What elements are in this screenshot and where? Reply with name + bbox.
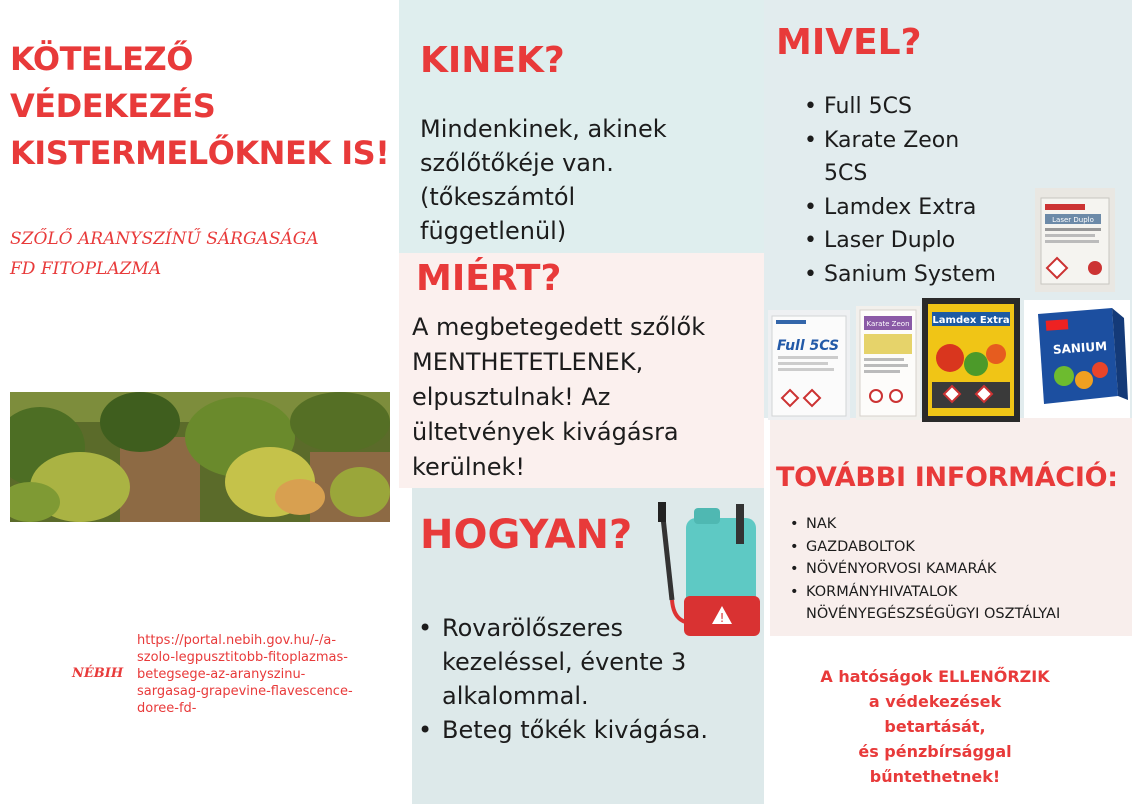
- list-item: [416, 713, 761, 747]
- laser-duplo-package: [1035, 188, 1115, 292]
- source-url-line: szolo-legpusztitobb-fitoplazmas-: [137, 650, 348, 665]
- kinek-line: szőlőtőkéje van.: [420, 149, 614, 177]
- subtitle-line: FD FITOPLAZMA: [10, 259, 162, 279]
- warning-line: bűntethetnek!: [869, 767, 1001, 786]
- full-5cs-package: [768, 310, 850, 420]
- subtitle: [10, 224, 390, 284]
- list-item: [416, 611, 761, 713]
- list-item: [806, 224, 1036, 258]
- divider-strip: [399, 488, 412, 804]
- miert-heading: MIÉRT?: [416, 258, 562, 299]
- warning-line: A hatóságok ELLENŐRZIK: [820, 667, 1050, 686]
- main-title-line: KÖTELEZŐ: [10, 40, 193, 78]
- miert-line: A megbetegedett szőlők: [412, 313, 706, 341]
- list-item: [806, 90, 1036, 124]
- hogyan-line: alkalommal.: [442, 682, 589, 710]
- lamdex-extra-package: [922, 298, 1020, 422]
- source-url-line: sargasag-grapevine-flavescence-: [137, 684, 353, 699]
- kinek-line: (tőkeszámtól: [420, 183, 576, 211]
- kinek-text: [420, 112, 750, 248]
- hogyan-line: kezeléssel, évente 3: [442, 648, 687, 676]
- list-item: [790, 581, 1125, 626]
- main-title: [10, 36, 400, 177]
- mivel-line: • Karate Zeon: [824, 127, 960, 153]
- package-label: Laser Duplo: [1052, 216, 1094, 224]
- source-url[interactable]: [137, 632, 372, 717]
- mivel-line: • Full 5CS: [824, 94, 912, 119]
- main-title-line: VÉDEKEZÉS: [10, 87, 216, 125]
- info-line: • NAK: [806, 516, 837, 532]
- list-item: [806, 124, 1036, 191]
- authority-warning: [790, 664, 1080, 789]
- kinek-heading: KINEK?: [420, 40, 565, 81]
- source-name: NÉBIH: [72, 666, 124, 681]
- hogyan-list: [416, 611, 761, 747]
- list-item: [790, 558, 1125, 581]
- info-line: • NÖVÉNYORVOSI KAMARÁK: [806, 561, 997, 577]
- mivel-heading: MIVEL?: [776, 22, 922, 63]
- warning-line: és pénzbírsággal: [858, 742, 1012, 761]
- package-label: Karate Zeon: [866, 320, 910, 328]
- list-item: [806, 258, 1036, 292]
- kinek-line: függetlenül): [420, 217, 567, 245]
- info-heading: TOVÁBBI INFORMÁCIÓ:: [776, 462, 1118, 493]
- miert-line: kerülnek!: [412, 453, 526, 481]
- svg-text:!: !: [719, 611, 725, 625]
- grapevine-photo: [10, 392, 390, 522]
- source-url-line: https://portal.nebih.gov.hu/-/a-: [137, 633, 337, 648]
- karate-zeon-package: [856, 306, 920, 420]
- mivel-list: [806, 90, 1036, 291]
- warning-line: betartását,: [884, 717, 986, 736]
- main-title-line: KISTERMELŐKNEK IS!: [10, 134, 390, 172]
- warning-line: a védekezések: [868, 692, 1002, 711]
- package-label: Lamdex Extra: [932, 315, 1010, 326]
- miert-line: elpusztulnak! Az: [412, 383, 611, 411]
- list-item: [790, 536, 1125, 559]
- source-url-line: doree-fd-: [137, 701, 197, 716]
- info-list: [790, 513, 1125, 626]
- package-label: Full 5CS: [776, 338, 840, 354]
- miert-text: [412, 310, 762, 485]
- package-label: SANIUM: [1052, 339, 1108, 357]
- miert-line: MENTHETETLENEK,: [412, 348, 644, 376]
- kinek-line: Mindenkinek, akinek: [420, 115, 667, 143]
- info-line: • GAZDABOLTOK: [806, 538, 915, 555]
- hogyan-heading: HOGYAN?: [420, 512, 633, 558]
- mivel-line: • Sanium System: [824, 261, 996, 287]
- info-line: NÖVÉNYEGÉSZSÉGÜGYI OSZTÁLYAI: [806, 606, 1061, 622]
- subtitle-line: SZŐLŐ ARANYSZÍNŰ SÁRGASÁGA: [10, 229, 319, 249]
- hogyan-line: • Rovarölőszeres: [442, 614, 624, 642]
- sanium-system-package: [1024, 300, 1130, 418]
- list-item: [790, 513, 1125, 536]
- source-url-line: betegsege-az-aranyszinu-: [137, 667, 306, 682]
- info-line: • KORMÁNYHIVATALOK: [806, 583, 958, 600]
- mivel-line: • Lamdex Extra: [824, 194, 977, 220]
- hogyan-line: • Beteg tőkék kivágása.: [442, 716, 708, 744]
- miert-line: ültetvények kivágásra: [412, 418, 679, 446]
- list-item: [806, 191, 1036, 225]
- mivel-line: 5CS: [824, 161, 868, 186]
- mivel-line: • Laser Duplo: [824, 228, 956, 253]
